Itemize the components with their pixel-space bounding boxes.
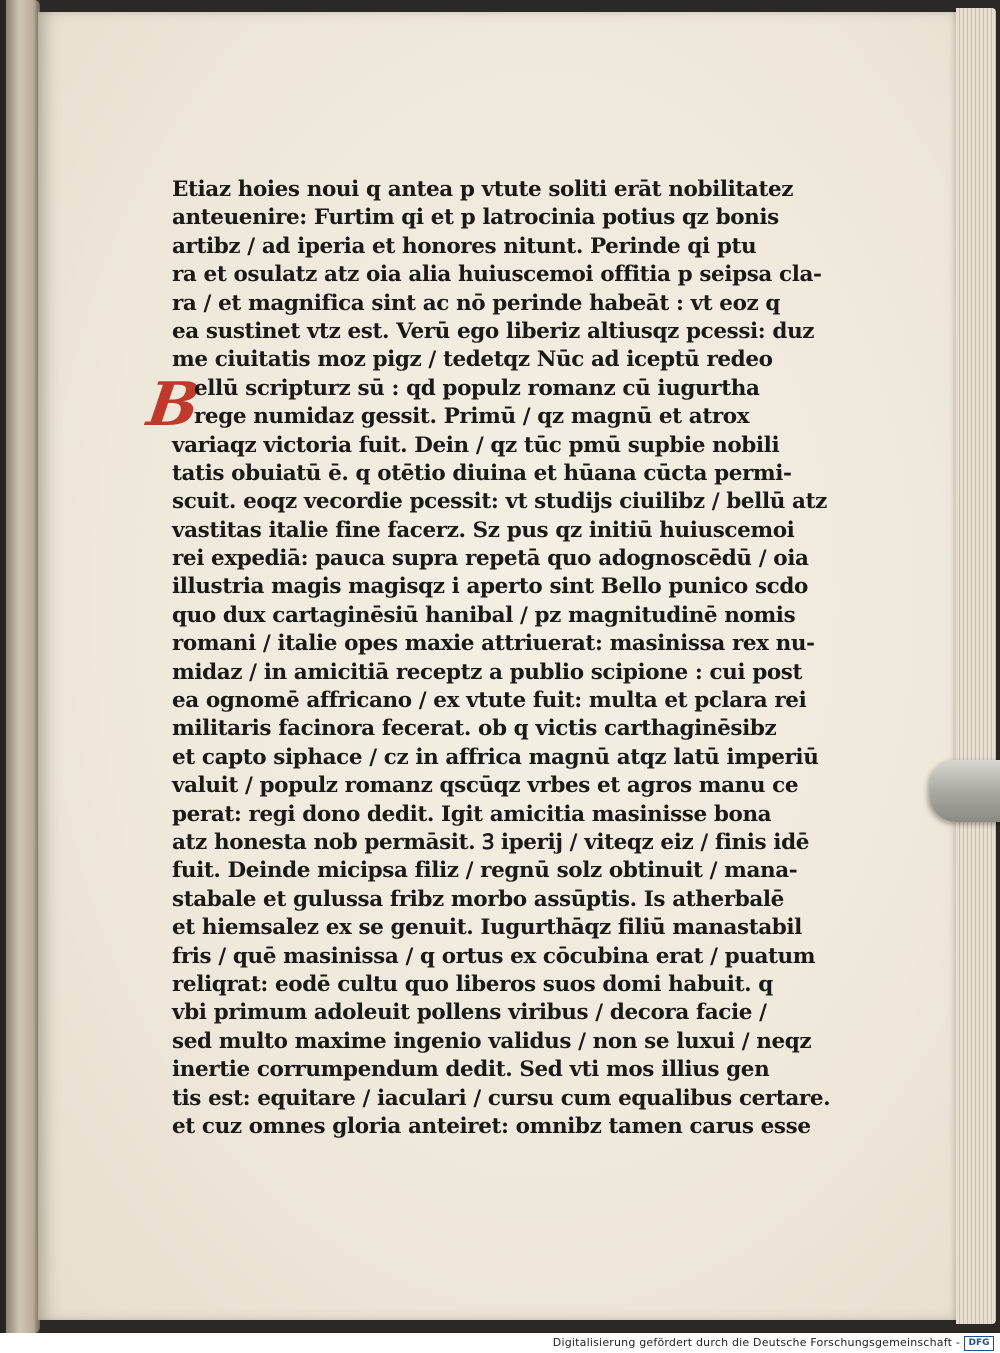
funding-credit: Digitalisierung gefördert durch die Deutsche Forschungsgemeinschaft - (552, 1336, 960, 1349)
text-line: stabale et gulussa fribz morbo assūptis. Is atherbalē (172, 886, 784, 912)
text-line: fris / quē masinissa / q ortus ex cōcubina erat / puatum (172, 943, 816, 969)
rubricated-initial: B (143, 370, 204, 440)
page-clamp (930, 760, 1000, 822)
text-line: rei expediā: pauca supra repetā quo adognoscēdū / oia (172, 546, 809, 572)
text-line: inertie corrumpendum dedit. Sed vti mos illius gen (172, 1057, 770, 1083)
text-line: variaqz victoria fuit. Dein / qz tūc pmū supbie nobili (172, 432, 780, 458)
text-line: militaris facinora fecerat. ob q victis carthaginēsibz (172, 716, 777, 742)
text-line: ellū scripturz sū : qd populz romanz cū iugurtha (194, 375, 760, 401)
text-line: illustria magis magisqz i aperto sint Bello punico scdo (172, 574, 808, 600)
text-line: tatis obuiatū ē. q otētio diuina et hūana cūcta permi- (172, 460, 792, 486)
text-line: sed multo maxime ingenio validus / non se luxui / neqz (172, 1028, 812, 1054)
text-line: anteuenire: Furtim qi et p latrocinia potius qz bonis (172, 205, 779, 231)
page-stack-edge (956, 8, 996, 1324)
text-line: me ciuitatis moz pigz / tedetqz Nūc ad iceptū redeo (172, 347, 773, 373)
text-line: Etiaz hoies noui q antea p vtute soliti erāt nobilitatez (172, 177, 794, 202)
text-line: ea sustinet vtz est. Verū ego liberiz altiusqz pcessi: duz (172, 318, 815, 344)
text-line: rege numidaz gessit. Primū / qz magnū et atrox (194, 404, 750, 430)
text-line: et capto siphace / cz in affrica magnū atqz latū imperiū (172, 744, 819, 770)
text-line: reliqrat: eodē cultu quo liberos suos domi habuit. q (172, 971, 773, 997)
text-line: ra et osulatz atz oia alia huiuscemoi offitia p seipsa cla- (172, 262, 822, 288)
text-line: perat: regi dono dedit. Igit amicitia masinisse bona (172, 801, 772, 827)
text-line: atz honesta nob permāsit. Ꝫ iperij / viteqz eiz / finis idē (172, 829, 809, 855)
text-line: vbi primum adoleuit pollens viribus / decora facie / (172, 1000, 767, 1026)
text-line: romani / italie opes maxie attriuerat: masinissa rex nu- (172, 631, 815, 657)
text-block (172, 176, 831, 1141)
text-line: tis est: equitare / iaculari / cursu cum equalibus certare. (172, 1085, 831, 1111)
text-line: valuit / populz romanz qscūqz vrbes et agros manu ce (172, 773, 799, 799)
text-line: ra / et magnifica sint ac nō perinde habeāt : vt eoz q (172, 290, 781, 316)
text-line: midaz / in amicitiā receptz a publio scipione : cui post (172, 659, 803, 685)
text-line: vastitas italie fine facerz. Sz pus qz initiū huiuscemoi (172, 517, 795, 543)
text-line: scuit. eoqz vecordie pcessit: vt studijs ciuilibz / bellū atz (172, 489, 827, 515)
text-line: fuit. Deinde micipsa filiz / regnū solz obtinuit / mana- (172, 858, 798, 884)
previous-page-edge (6, 0, 40, 1333)
text-line: ea ognomē affricano / ex vtute fuit: multa et pclara rei (172, 688, 807, 714)
text-line: artibz / ad iperia et honores nitunt. Perinde qi ptu (172, 233, 757, 259)
text-line: et hiemsalez ex se genuit. Iugurthāqz filiū manastabil (172, 915, 802, 941)
text-line: et cuz omnes gloria anteiret: omnibz tamen carus esse (172, 1113, 811, 1139)
dfg-logo-icon: DFG (964, 1336, 994, 1351)
text-line: quo dux cartaginēsiū hanibal / pz magnitudinē nomis (172, 602, 796, 628)
